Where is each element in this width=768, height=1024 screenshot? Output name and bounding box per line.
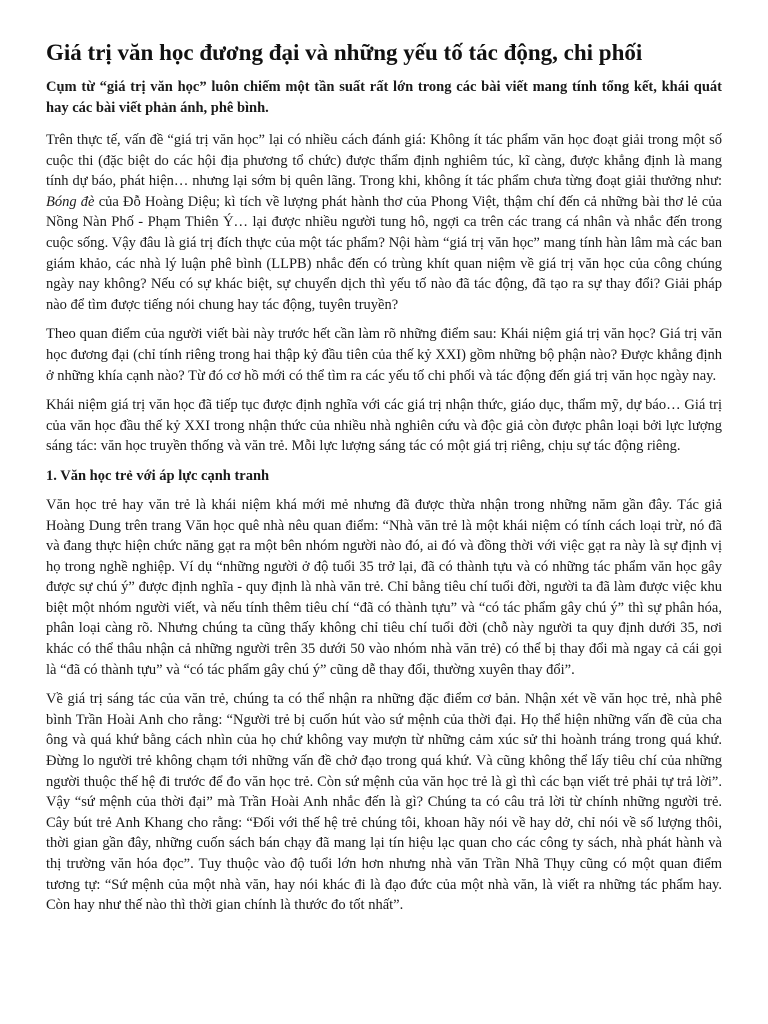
book-title-italic: Bóng đè [46,193,95,210]
paragraph-1-text-a: Trên thực tế, vấn đề “giá trị văn học” lại có nhiều cách đánh giá: Không ít tác phẩm văn học đoạt giải trong một số cuộc thi (đặc biệt do các hội địa phương tổ chức) được thẩm định nghiêm túc, kĩ càng, được khẳng định là mang tính dự báo, phát hiện… nhưng lại sớm bị quên lãng. Trong khi, không ít tác phẩm chưa từng đoạt giải thưởng như: [46,132,722,190]
paragraph-1-text-b: của Đỗ Hoàng Diệu; kì tích về lượng phát hành thơ của Phong Việt, thậm chí đến cả những bài thơ lẻ của Nồng Nàn Phố - Phạm Thiên Ý… lại được nhiều người tung hô, ngợi ca trên các trang cá nhân và nhắc đến trong cuộc sống. Vậy đâu là giá trị đích thực của một tác phẩm? Nội hàm “giá trị văn học” mang tính hàn lâm mà các ban giám khảo, các nhà lý luận phê bình (LLPB) nhắc đến có trùng khít quan niệm về giá trị văn học của công chúng ngày nay không? Nếu có sự khác biệt, sự chuyển dịch thì yếu tố nào đã tác động, đã tạo ra sự thay đổi? Giải pháp nào để tìm được tiếng nói chung hay tác động, tuyên truyền? [46,193,722,313]
paragraph-3: Khái niệm giá trị văn học đã tiếp tục được định nghĩa với các giá trị nhận thức, giáo dục, thẩm mỹ, dự báo… Giá trị của văn học đầu thế kỷ XXI trong nhận thức của nhiều nhà nghiên cứu và độc giả còn được phân loại bởi lực lượng sáng tác: văn học truyền thống và văn trẻ. Mỗi lực lượng sáng tác có một giá trị riêng, chịu sự tác động riêng. [46,397,722,455]
article-lead: Cụm từ “giá trị văn học” luôn chiếm một tần suất rất lớn trong các bài viết mang tính tổng kết, khái quát hay các bài viết phản ánh, phê bình. [46,79,722,116]
paragraph-5: Về giá trị sáng tác của văn trẻ, chúng ta có thể nhận ra những đặc điểm cơ bản. Nhận xét về văn học trẻ, nhà phê bình Trần Hoài Anh cho rằng: “Người trẻ bị cuốn hút vào sứ mệnh của thời đại. Họ thể hiện những vấn đề của cha ông và quá khứ bằng cách nhìn của họ chứ không vay mượn từ những cảm xúc sử thi hoành tráng trong quá khứ. Đừng lo người trẻ không chạm tới những vấn đề chở đạo trong quá khứ. Và cũng không thể lấy tiêu chí của những người thuộc thế hệ đi trước để đo văn học trẻ. Còn sứ mệnh của văn học trẻ là gì thì các bạn viết trẻ phải tự trả lời”. Vậy “sứ mệnh của thời đại” mà Trần Hoài Anh nhắc đến là gì? Chúng ta có câu trả lời từ chính những người trẻ. Cây bút trẻ Anh Khang cho rằng: “Đối với thế hệ trẻ chúng tôi, khoan hãy nói về hay dở, chỉ nói về số lượng thôi, thời gian gần đây, những cuốn sách bán chạy đã mang lại tín hiệu lạc quan cho các công ty sách, nhà phát hành và thị trường văn hóa đọc”. Tuy thuộc vào độ tuổi lớn hơn nhưng nhà văn Trần Nhã Thụy cũng có một quan điểm tương tự: “Sứ mệnh của một nhà văn, hay nói khác đi là đạo đức của một nhà văn, là viết ra những tác phẩm hay. Còn hay như thế nào thì thời gian chính là thước đo tốt nhất”. [46,691,722,914]
paragraph-2: Theo quan điểm của người viết bài này trước hết cần làm rõ những điểm sau: Khái niệm giá trị văn học? Giá trị văn học đương đại (chỉ tính riêng trong hai thập kỷ đầu tiên của thế kỷ XXI) gồm những bộ phận nào? Được khẳng định ở những khía cạnh nào? Từ đó cơ hồ mới có thể tìm ra các yếu tố chi phối và tác động đến giá trị văn học ngày nay. [46,326,722,384]
section-heading-1: 1. Văn học trẻ với áp lực cạnh tranh [46,467,270,484]
paragraph-1 [46,130,722,315]
article-title: Giá trị văn học đương đại và những yếu tố tác động, chi phối [46,40,643,65]
paragraph-4: Văn học trẻ hay văn trẻ là khái niệm khá mới mẻ nhưng đã được thừa nhận trong những năm gần đây. Tác giả Hoàng Dung trên trang Văn học quê nhà nêu quan điểm: “Nhà văn trẻ là một khái niệm có tính cách loại trừ, nó đã và đang thực hiện chức năng gạt ra một bên nhóm người nào đó, ai đó và đồng thời với việc gạt ra này là sự định vị họ trong nghề nghiệp. Ví dụ “những người ở độ tuổi 35 trở lại, đã có thành tựu và có những tác phẩm văn học gây được sự chú ý” được định nghĩa - quy định là nhà văn trẻ. Chỉ bằng tiêu chí tuổi đời, người ta đã làm được việc khu biệt một nhóm người viết, và nếu tính thêm tiêu chí “đã có thành tựu” và “có tác phẩm gây chú ý” thì sự phân hóa, phân loại càng rõ. Nhưng chúng ta cũng thấy không chỉ tiêu chí tuổi đời (chỗ này người ta quy định dưới 35, nơi khác có thể thâu nhận cả những người trên 35 dưới 50 vào nhóm nhà văn trẻ) có thể bị thay đổi mà ngay cả cái gọi là “đã có thành tựu” và “có tác phẩm gây chú ý” cũng dễ thay đổi, thường xuyên thay đổi”. [46,496,722,678]
